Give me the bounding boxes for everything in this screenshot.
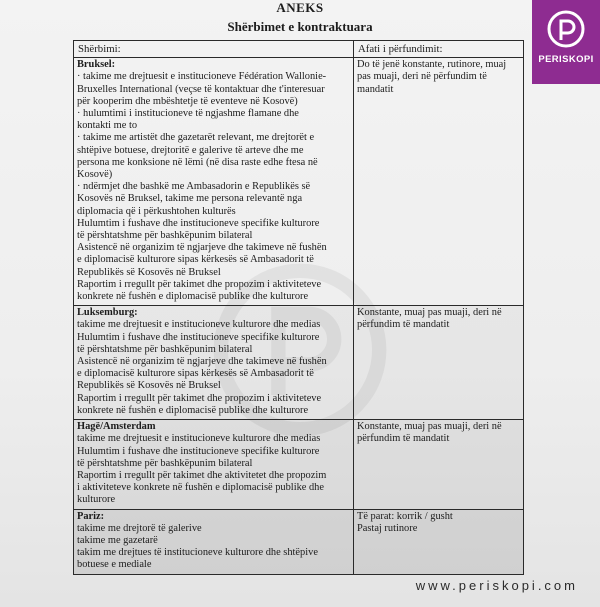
service-line: takime me drejtorë të galerive: [77, 522, 202, 534]
deadline-cell: [354, 306, 524, 420]
deadline-line: pas muaji, deri në përfundim të: [357, 71, 487, 83]
service-line: diplomacia që i përkushtohen kulturës: [77, 205, 236, 217]
table-row: [74, 420, 524, 509]
document-subtitle: Shërbimet e kontraktuara: [227, 19, 373, 34]
service-line: Hulumtim i fushave dhe institucioneve specifike kulturore: [77, 217, 320, 229]
service-line: kulturore: [77, 494, 116, 506]
service-line: takime me drejtuesit e institucioneve kulturore dhe medias: [77, 433, 321, 445]
deadline-line: Do të jenë konstante, rutinore, muaj: [357, 59, 507, 71]
table-header-row: [74, 41, 524, 58]
document-title: ANEKS: [276, 0, 324, 15]
service-line: · ndërmjet dhe bashkë me Ambasadorin e Republikës së: [77, 181, 311, 193]
service-line: i aktiviteteve konkrete në fushën e diplomacisë publike dhe: [77, 482, 324, 494]
service-line: Kosovë): [77, 169, 113, 181]
services-table: [73, 40, 524, 575]
service-line: takim me drejtues të institucioneve kulturore dhe shtëpive: [77, 547, 318, 559]
periskopi-logo: [532, 0, 600, 84]
service-line: Republikës së Kosovës në Bruksel: [77, 266, 221, 278]
deadline-line: Pastaj rutinore: [357, 522, 418, 534]
deadline-line: Konstante, muaj pas muaji, deri në: [357, 421, 502, 433]
service-line: e diplomacisë kulturore sipas kërkesës së Ambasadorit të: [77, 254, 314, 266]
service-line: persona me konksione në lëmi (në disa raste edhe ftesa në: [77, 156, 318, 168]
deadline-line: Konstante, muaj pas muaji, deri në: [357, 307, 502, 319]
service-line: · hulumtimi i institucioneve të ngjashme flamane dhe: [77, 108, 299, 120]
city-name: Luksemburg:: [77, 307, 138, 319]
service-line: për kooperim dhe mbështetje të eventeve në Kosovë): [77, 95, 298, 107]
deadline-line: Të parat: korrik / gusht: [357, 510, 453, 522]
website-url: www.periskopi.com: [415, 578, 578, 593]
logo-text: PERISKOPI: [538, 54, 594, 65]
table-row: [74, 58, 524, 306]
service-line: Hulumtim i fushave dhe institucioneve specifike kulturore: [77, 331, 320, 343]
city-name: Bruksel:: [77, 59, 116, 71]
service-line: të përshtatshme për bashkëpunim bilateral: [77, 457, 253, 469]
service-line: Raportim i rregullt për takimet dhe propozim i aktiviteteve: [77, 392, 322, 404]
city-name: Hagë/Amsterdam: [77, 421, 156, 433]
header-deadline: Afati i përfundimit:: [354, 41, 524, 58]
service-line: botuese e mediale: [77, 559, 152, 571]
deadline-cell: [354, 509, 524, 574]
table-row: [74, 306, 524, 420]
table-row: [74, 509, 524, 574]
service-line: takime me gazetarë: [77, 534, 158, 546]
deadline-line: përfundim të mandatit: [357, 319, 450, 331]
service-line: e diplomacisë kulturore sipas kërkesës së Ambasadorit të: [77, 368, 314, 380]
service-line: Hulumtim i fushave dhe institucioneve specifike kulturore: [77, 445, 320, 457]
service-line: të përshtatshme për bashkëpunim bilateral: [77, 343, 253, 355]
service-line: konkrete në fushën e diplomacisë publike dhe kulturore: [77, 404, 309, 416]
service-line: Kosovës në Bruksel, takime me persona relevantë nga: [77, 193, 303, 205]
service-line: · takime me artistët dhe gazetarët relevant, me drejtorët e: [77, 132, 315, 144]
service-line: takime me drejtuesit e institucioneve kulturore dhe medias: [77, 319, 321, 331]
service-line: të përshtatshme për bashkëpunim bilateral: [77, 230, 253, 242]
service-line: Republikës së Kosovës në Bruksel: [77, 380, 221, 392]
service-line: Asistencë në organizim të ngjarjeve dhe takimeve në fushën: [77, 356, 327, 368]
service-cell: [74, 420, 354, 509]
service-line: Raportim i rregullt për takimet dhe aktivitetet dhe propozim: [77, 469, 327, 481]
header-service: Shërbimi:: [74, 41, 354, 58]
city-name: Pariz:: [77, 510, 105, 522]
deadline-cell: [354, 58, 524, 306]
service-line: · takime me drejtuesit e institucioneve Fédération Wallonie-: [77, 71, 327, 83]
service-cell: [74, 306, 354, 420]
service-line: Asistencë në organizim të ngjarjeve dhe takimeve në fushën: [77, 242, 327, 254]
service-line: konkrete në fushën e diplomacisë publike dhe kulturore: [77, 291, 309, 303]
deadline-line: përfundim të mandatit: [357, 433, 450, 445]
service-line: kontakti me to: [77, 120, 138, 132]
service-cell: [74, 509, 354, 574]
service-line: shtëpive botuese, drejtoritë e galerive të arteve dhe me: [77, 144, 304, 156]
deadline-cell: [354, 420, 524, 509]
periskopi-logo-icon: [546, 9, 586, 49]
service-line: Raportim i rregullt për takimet dhe propozim i aktiviteteve: [77, 278, 322, 290]
service-line: Bruxelles International (veçse të kontaktuar dhe t'interesuar: [77, 83, 325, 95]
service-cell: [74, 58, 354, 306]
deadline-line: mandatit: [357, 83, 394, 95]
